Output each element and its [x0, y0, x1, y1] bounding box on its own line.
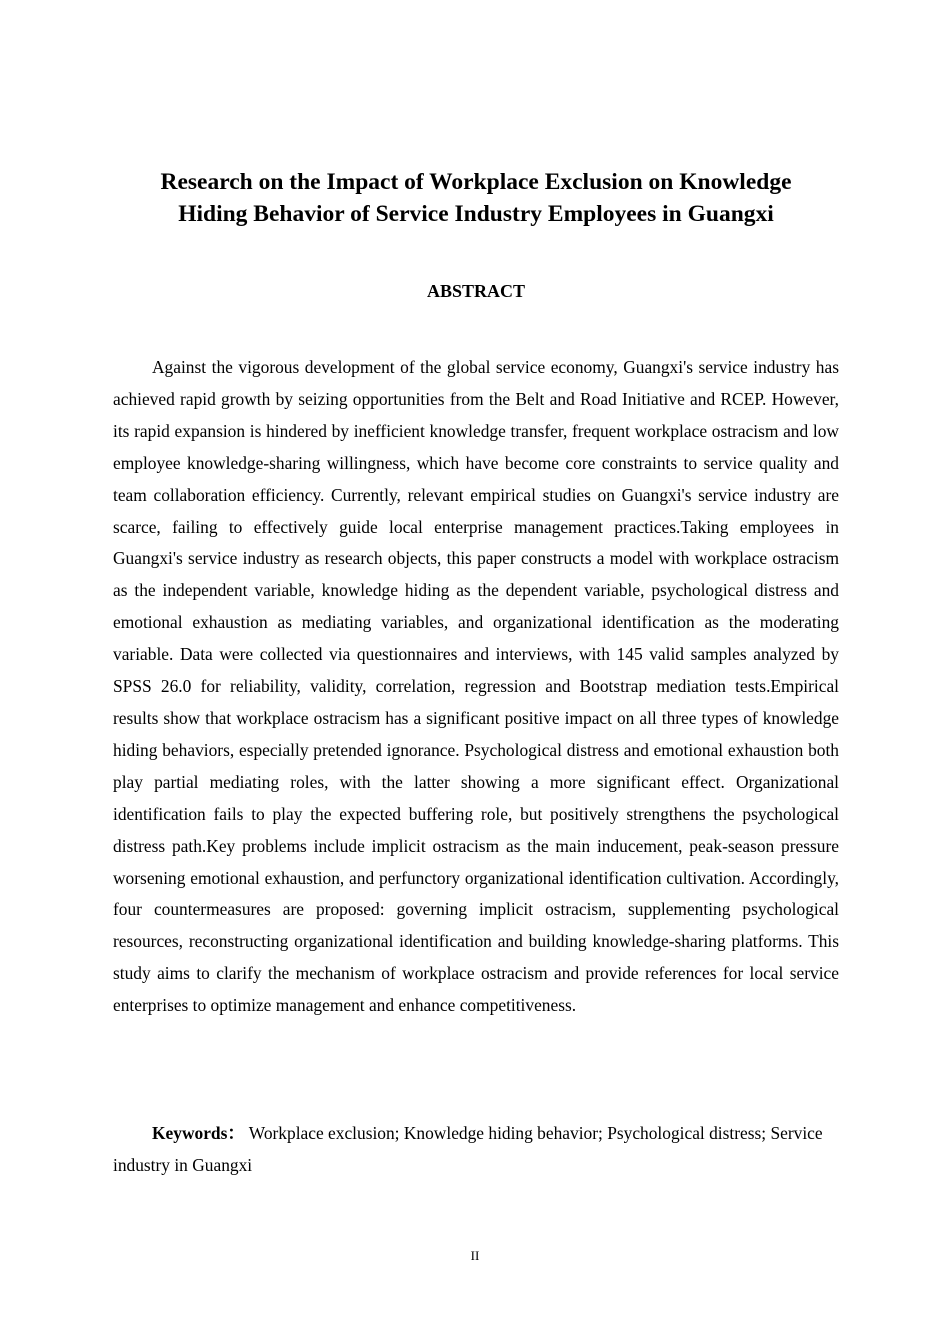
page-number: II — [470, 1248, 480, 1263]
keywords-label: Keywords： — [152, 1123, 245, 1143]
paper-title — [113, 166, 839, 230]
keywords-paragraph — [113, 1117, 839, 1181]
abstract-heading: ABSTRACT — [426, 281, 526, 301]
abstract-paragraph: Against the vigorous development of the global service economy, Guangxi's service industry has achieved rapid growth by seizing opportunities from the Belt and Road Initiative and RCEP. However, its rapid expansion is hindered by inefficient knowledge transfer, frequent workplace ostracism and low employee knowledge-sharing willingness, which have become core constraints to service quality and team collaboration efficiency. Currently, relevant empirical studies on Guangxi's service industry are scarce, failing to effectively guide local enterprise management practices.Taking employees in Guangxi's service industry as research objects, this paper constructs a model with workplace ostracism as the independent variable, knowledge hiding as the dependent variable, psychological distress and emotional exhaustion as mediating variables, and organizational identification as the moderating variable. Data were collected via questionnaires and interviews, with 145 valid samples analyzed by SPSS 26.0 for reliability, validity, correlation, regression and Bootstrap mediation tests.Empirical results show that workplace ostracism has a significant positive impact on all three types of knowledge hiding behaviors, especially pretended ignorance. Psychological distress and emotional exhaustion both play partial mediating roles, with the latter showing a more significant effect. Organizational identification fails to play the expected buffering role, but positively strengthens the psychological distress path.Key problems include implicit ostracism as the main inducement, peak-season pressure worsening emotional exhaustion, and perfunctory organizational identification cultivation. Accordingly, four countermeasures are proposed: governing implicit ostracism, supplementing psychological resources, reconstructing organizational identification and building knowledge-sharing platforms. This study aims to clarify the mechanism of workplace ostracism and provide references for local service enterprises to optimize management and enhance competitiveness. — [113, 357, 839, 1016]
keywords-text: Workplace exclusion; Knowledge hiding behavior; Psychological distress; Service industry in Guangxi — [113, 1123, 823, 1175]
paper-title-line-1: Research on the Impact of Workplace Exclusion on Knowledge — [160, 169, 792, 195]
paper-title-line-2: Hiding Behavior of Service Industry Employees in Guangxi — [178, 201, 774, 227]
